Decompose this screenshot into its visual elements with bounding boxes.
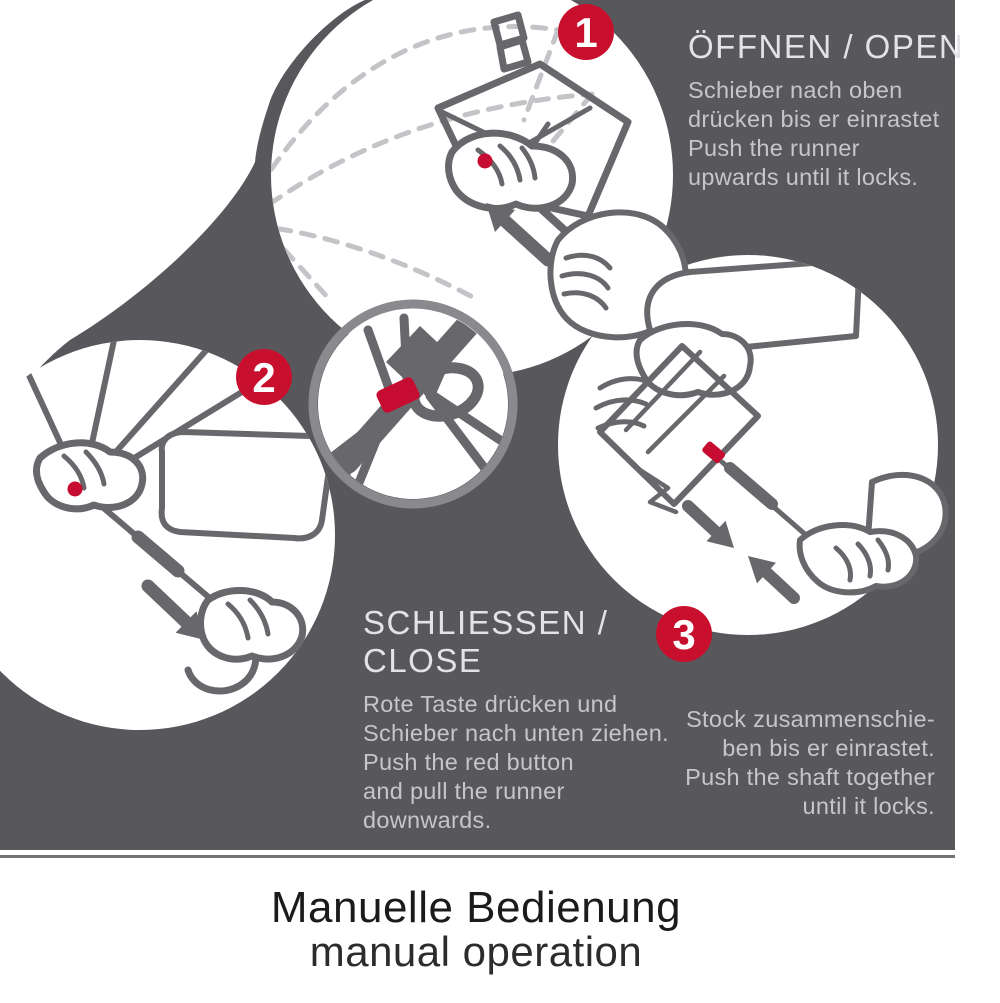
step2-body-line: and pull the runner [363, 778, 565, 804]
step3-body-line: until it locks. [802, 793, 935, 819]
step1-body-line: drücken bis er einrastet [688, 106, 940, 132]
step2-body-line: Schieber nach unten ziehen. [363, 720, 669, 746]
step2-title-line2: CLOSE [363, 642, 483, 679]
step2-body-line: downwards. [363, 807, 492, 833]
step3-body-line: Stock zusammenschie- [686, 706, 935, 732]
step3-badge [656, 606, 712, 662]
divider-line [0, 855, 955, 858]
step2-body-line: Push the red button [363, 749, 574, 775]
step3-body-line: Push the shaft together [685, 764, 935, 790]
step1-body-line: Schieber nach oben [688, 77, 903, 103]
step2-badge [236, 349, 292, 405]
step1-body-line: upwards until it locks. [688, 164, 919, 190]
hand-on-handle [800, 525, 917, 592]
step1-title: ÖFFNEN / OPEN [688, 28, 965, 65]
red-button-icon [68, 482, 83, 497]
caption-title-de: Manuelle Bedienung [270, 883, 682, 932]
step3-body-line: ben bis er einrastet. [722, 735, 935, 761]
red-button-icon [478, 154, 493, 169]
step2-body-line: Rote Taste drücken und [363, 691, 618, 717]
caption-title-en: manual operation [309, 928, 643, 975]
step3-badge-number: 3 [672, 611, 696, 658]
step1-badge [558, 4, 614, 60]
arm-sleeve [162, 432, 331, 538]
step1-body-line: Push the runner [688, 135, 860, 161]
step2-badge-number: 2 [252, 354, 276, 401]
step2-title: SCHLIESSEN / [363, 604, 609, 641]
footer-caption [271, 883, 681, 975]
step1-badge-number: 1 [574, 9, 598, 56]
